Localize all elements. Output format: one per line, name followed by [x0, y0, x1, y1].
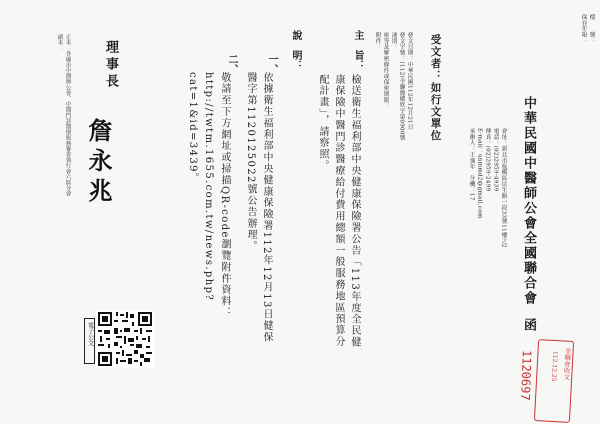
item-2-number: 二、 — [226, 54, 237, 74]
phone: 電話：(02)2959-4939 — [492, 128, 499, 192]
explanation-label: 說 明： — [290, 30, 301, 70]
issue-date: 發文日期：中華民國112年12月21日 — [406, 32, 413, 130]
handwritten-number: 1120697 — [518, 349, 534, 401]
address: 會址：新北市板橋區民生路一段33號11樓之2 — [500, 128, 507, 248]
chair-signature: 詹永兆 — [84, 118, 113, 208]
item-1-number: 一、 — [266, 54, 277, 74]
attachment: 附件： — [374, 32, 381, 50]
contact-person: 承辦人：王逸年 分機：17 — [468, 128, 475, 201]
retention-period: 保存年限： — [580, 14, 587, 44]
qr-code[interactable] — [96, 310, 154, 368]
item-1-text: 依據衛生福利部中央健康保險署112年12月13日健保醫字第1120125022號公告辦理。 — [245, 72, 272, 343]
chair-title: 理事長 — [103, 40, 118, 91]
issue-number: 發文字號：(112)全聯醫總欣字第0900號 — [398, 32, 405, 141]
stamp-label: 全聯會收文 — [562, 347, 572, 381]
electronic-doc-tag: 電子公文 — [84, 318, 95, 364]
stamp-date: 112.12.25 — [549, 350, 559, 382]
recipient: 受文者：如行文單位 — [429, 34, 442, 142]
copy-recipients: 副本： — [56, 34, 63, 51]
org-title: 中華民國中醫師公會全國聯合會 — [521, 96, 536, 306]
email: E-mail：unmmd2@gmail.com — [476, 128, 483, 219]
received-stamp — [534, 339, 574, 423]
security-level: 密等及解密條件或保密期限： — [382, 32, 389, 109]
primary-recipients: 正本：各縣市中醫師公會、中醫門診醫療服務審查執行會六區分會 — [64, 34, 71, 197]
file-number: 檔 號： — [588, 14, 595, 44]
fax: 傳真：(02)2959-2499 — [484, 128, 491, 192]
document-kind: 函 — [521, 318, 536, 331]
subject-label: 主 旨： — [352, 30, 363, 70]
item-2-text: 敬請至下方網址或掃描QR-code瀏覽附件資料：http://twtm.1655.com.tw/news.php?cat=1&id=3439。 — [187, 72, 230, 319]
subject-text: 檢送衛生福利部中央健康保險署公告「113年度全民健康保險中醫門診醫療給付費用總額一般服務地區預算分配計畫」，請察照。 — [317, 74, 360, 349]
speed: 速別： — [390, 32, 397, 50]
